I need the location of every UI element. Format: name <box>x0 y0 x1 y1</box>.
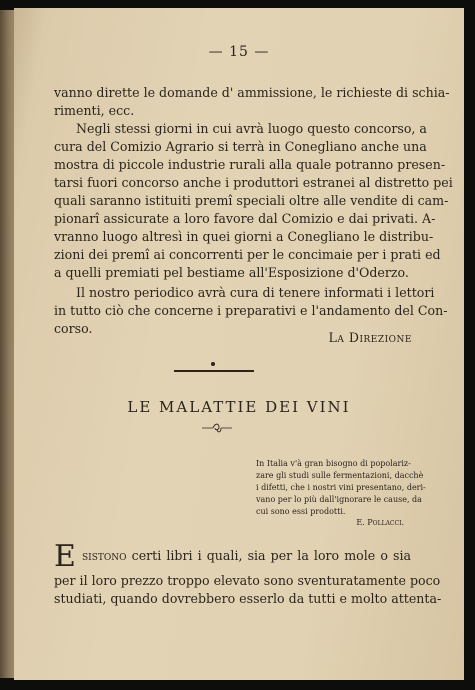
ornament-icon <box>200 422 234 434</box>
text-line: zioni dei premî ai concorrenti per le concimaie per i prati ed <box>54 247 441 262</box>
page-number: — 15 — <box>208 44 270 60</box>
epigraph-line: cui sono essi prodotti. <box>256 507 346 516</box>
text-line: rimenti, ecc. <box>54 103 135 118</box>
first-line-text: certi libri i quali, sia per la loro mole o sia <box>131 548 411 563</box>
text-line: mostra di piccole industrie rurali alla quale potranno presen- <box>54 157 446 172</box>
epigraph-line: i difetti, che i nostri vini presentano, deri- <box>256 483 426 492</box>
drop-cap: E <box>54 539 76 574</box>
text-line: studiati, quando dovrebbero esserlo da tutti e molto attenta- <box>54 591 442 606</box>
article-first-line <box>82 548 411 563</box>
first-word: sistono <box>82 548 127 563</box>
epigraph-line: In Italia v'à gran bisogno di popolariz- <box>256 459 411 468</box>
section-title: LE MALATTIE DEI VINI <box>127 398 351 416</box>
signature: La Direzione <box>328 330 412 345</box>
rule-dot <box>211 362 215 366</box>
text-line: Il nostro periodico avrà cura di tenere informati i lettori <box>76 285 435 300</box>
section-divider <box>174 370 254 372</box>
book-page <box>14 8 464 680</box>
text-line: tarsi fuori concorso anche i produttori estranei al distretto pei <box>54 175 453 190</box>
epigraph-line: zare gli studi sulle fermentazioni, dacchè <box>256 471 424 480</box>
text-line: Negli stessi giorni in cui avrà luogo questo concorso, a <box>76 121 427 136</box>
text-line: per il loro prezzo troppo elevato sono sventuratamente poco <box>54 573 441 588</box>
epigraph-author: E. Pollacci. <box>356 518 404 527</box>
text-line: vranno luogo altresì in quei giorni a Conegliano le distribu- <box>54 229 434 244</box>
text-line: cura del Comizio Agrario si terrà in Conegliano anche una <box>54 139 427 154</box>
text-line: in tutto ciò che concerne i preparativi e l'andamento del Con- <box>54 303 448 318</box>
text-line: corso. <box>54 321 93 336</box>
epigraph-line: vano per lo più dall'ignorare le cause, da <box>256 495 422 504</box>
text-line: a quelli premiati pel bestiame all'Esposizione d'Oderzo. <box>54 265 409 280</box>
text-line: quali saranno istituiti premî speciali oltre alle vendite di cam- <box>54 193 449 208</box>
text-line: vanno dirette le domande d' ammissione, le richieste di schia- <box>54 85 450 100</box>
text-line: pionarî assicurate a loro favore dal Comizio e dai privati. A- <box>54 211 436 226</box>
